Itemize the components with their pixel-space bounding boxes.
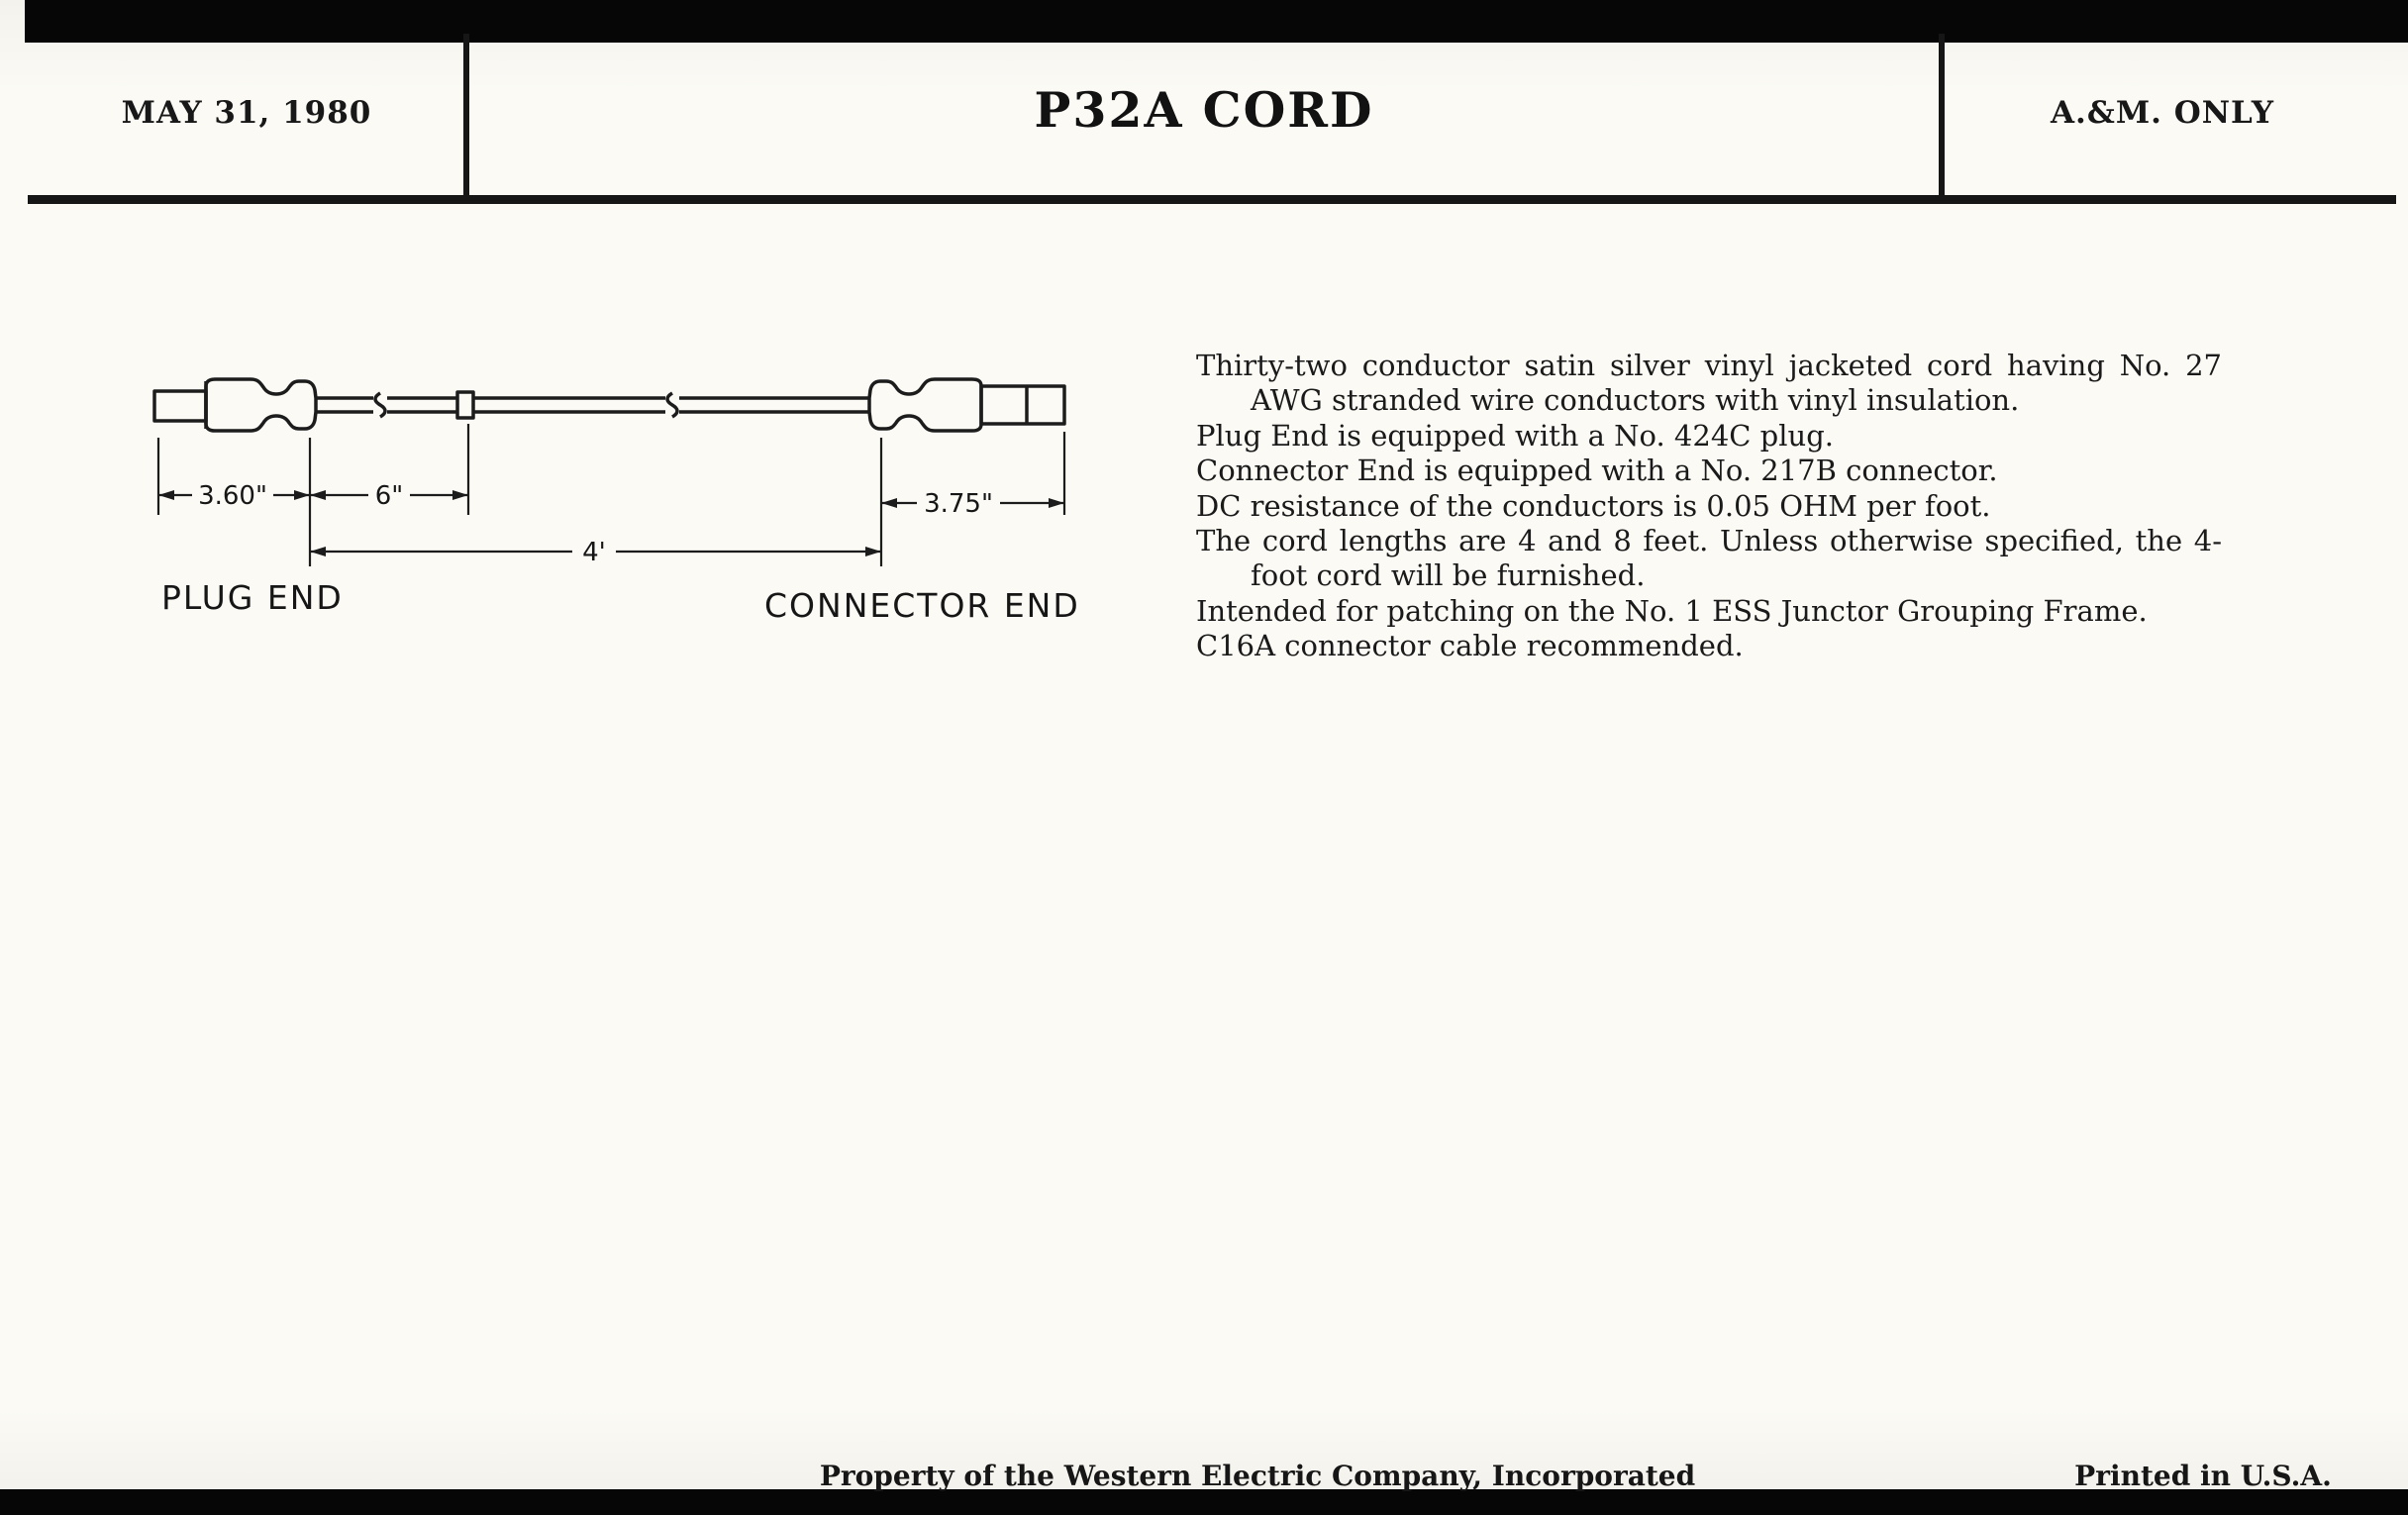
connector-end-label: CONNECTOR END bbox=[764, 586, 1080, 625]
description-paragraph: Intended for patching on the No. 1 ESS Junctor Grouping Frame. bbox=[1196, 593, 2148, 628]
description-paragraph: C16A connector cable recommended. bbox=[1196, 629, 1744, 662]
cord-diagram bbox=[119, 337, 1109, 663]
description-paragraph: Thirty-two conductor satin silver vinyl jacketed cord having No. 27 AWG stranded wire conductors with vinyl insulation. bbox=[1196, 349, 2222, 418]
plug-end-label: PLUG END bbox=[161, 578, 344, 617]
footer-property-notice: Property of the Western Electric Company, Incorporated bbox=[819, 1460, 1696, 1492]
page-title: P32A CORD bbox=[1034, 81, 1374, 139]
description-column bbox=[1196, 349, 2222, 663]
cord-break-mark bbox=[375, 393, 385, 417]
dimension-connector-length bbox=[881, 489, 1064, 519]
connector-tip bbox=[981, 386, 1064, 424]
connector-body bbox=[869, 379, 981, 431]
header-classification: A.&M. ONLY bbox=[2050, 95, 2275, 131]
scan-edge-bottom bbox=[0, 1489, 2408, 1515]
description-paragraph: DC resistance of the conductors is 0.05 OHM per foot. bbox=[1196, 488, 1991, 523]
dim-connector-length-text: 3.75" bbox=[924, 489, 993, 519]
header-date: MAY 31, 1980 bbox=[121, 95, 372, 131]
dim-plug-length-text: 3.60" bbox=[198, 481, 267, 511]
header-divider-right bbox=[1939, 34, 1945, 198]
cord-break-mark bbox=[667, 393, 677, 417]
dim-cord-length-text: 4' bbox=[582, 538, 606, 567]
dimension-stay-section bbox=[310, 481, 468, 511]
cord-stay-band bbox=[457, 392, 473, 418]
dimension-cord-length bbox=[310, 538, 881, 567]
cord-line bbox=[316, 392, 869, 418]
plug-body bbox=[206, 379, 316, 431]
header-divider-left bbox=[463, 34, 469, 198]
description-paragraph: The cord lengths are 4 and 8 feet. Unless otherwise specified, the 4-foot cord will be furnished. bbox=[1196, 523, 2222, 593]
dimension-plug-length bbox=[158, 481, 310, 511]
description-paragraph: Plug End is equipped with a No. 424C plug. bbox=[1196, 418, 1834, 453]
footer-printed-notice: Printed in U.S.A. bbox=[2074, 1460, 2332, 1492]
plug-tip bbox=[154, 391, 206, 421]
scan-edge-top bbox=[25, 0, 2408, 43]
dim-stay-section-text: 6" bbox=[374, 481, 404, 511]
description-paragraph: Connector End is equipped with a No. 217B connector. bbox=[1196, 454, 1998, 488]
header-rule bbox=[28, 195, 2396, 204]
